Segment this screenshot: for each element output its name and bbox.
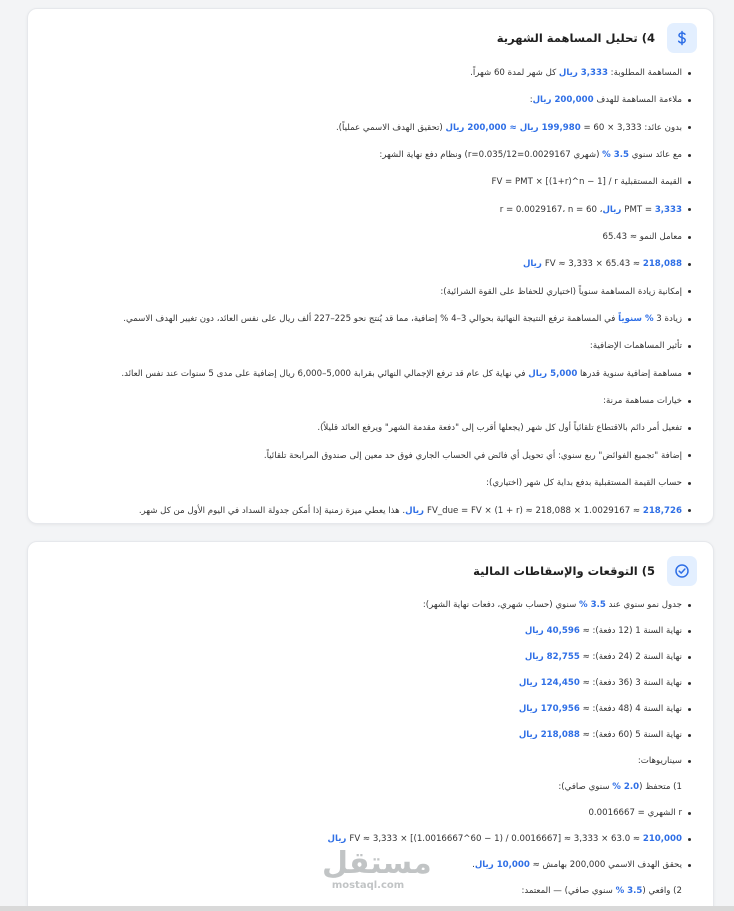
highlight-value: 218,726 ريال (405, 505, 682, 516)
line-text-suffix: . هذا يعطي ميزة زمنية إذا أمكن جدولة السداد في اليوم الأول من كل شهر. (138, 505, 406, 516)
horizontal-scrollbar[interactable] (0, 906, 734, 911)
line-text: إضافة "تجميع الفوائض" ربع سنوي: أي تحويل أي فائض في الحساب الجاري فوق حد معين إلى صندوق المرابحة تلقائياً. (263, 450, 682, 461)
list-item (42, 651, 691, 663)
line-text-suffix: ، r = 0.0029167، n = 60 (499, 204, 603, 215)
list-item (42, 149, 691, 161)
highlight-value: % سنوياً (618, 314, 654, 325)
list-item (42, 286, 691, 298)
line-text: r الشهري = 0.0016667 (588, 808, 682, 818)
line-text: إمكانية زيادة المساهمة سنوياً (اختياري للحفاظ على القوة الشرائية): (440, 286, 682, 297)
line-text: جدول نمو سنوي عند (605, 600, 682, 610)
list-item (42, 833, 691, 845)
highlight-value: 82,755 ريال (524, 652, 580, 662)
line-text-suffix: (شهري r=0.035/12=0.0029167) ونظام دفع نهاية الشهر: (379, 150, 603, 161)
highlight-value: 218,088 ريال (522, 259, 682, 270)
line-text: سيناريوهات: (637, 756, 682, 766)
line-text: القيمة المستقبلية FV = PMT × [(1+r)^n − 1] / r (491, 177, 682, 188)
highlight-value: 5,000 ريال (528, 368, 578, 379)
line-text-suffix: . (472, 860, 475, 870)
highlight-value: 199,980 ريال ≈ 200,000 ريال (445, 122, 581, 133)
highlight-value: 3.5 % (579, 600, 606, 610)
line-text-suffix: في المساهمة ترفع النتيجة النهائية بحوالي 3–4 % إضافية، مما قد يُنتج نحو 225–227 ألف ريال على نفس العائد، دون تغيير الهدف الاسمي. (123, 314, 619, 325)
line-text-suffix: (تحقيق الهدف الاسمي عملياً). (335, 122, 446, 133)
line-text-suffix: سنوي صافي): (558, 782, 613, 792)
check-circle-icon (667, 556, 697, 586)
highlight-value: 2.0 % (612, 782, 640, 792)
line-text: حساب القيمة المستقبلية بدفع بداية كل شهر (اختياري): (486, 478, 682, 489)
list-item (42, 204, 691, 216)
highlight-value: 170,956 ريال (518, 704, 580, 714)
list-item (42, 677, 691, 689)
card-title: 4) تحليل المساهمة الشهرية (496, 31, 655, 45)
line-text: تأثير المساهمات الإضافية: (589, 341, 682, 352)
list-item (42, 67, 691, 79)
list-item (42, 781, 691, 793)
line-text: يحقق الهدف الاسمي 200,000 بهامش ≈ (529, 860, 682, 870)
line-text: تفعيل أمر دائم بالاقتطاع تلقائياً أول كل شهر (يجعلها أقرب إلى "دفعة مقدمة الشهر" ويرفع العائد قليلاً). (317, 423, 682, 434)
line-text: FV ≈ 3,333 × [(1.0016667^60 − 1) / 0.0016667] ≈ 3,333 × 63.0 ≈ (349, 834, 643, 844)
line-text: معامل النمو ≈ 65.43 (602, 232, 682, 243)
list-item (42, 176, 691, 188)
line-text: 1) متحفظ ( (639, 782, 682, 792)
line-text: 2) واقعي ( (642, 886, 682, 896)
list-item (42, 450, 691, 462)
line-text-suffix: سنوي صافي) — المعتمد: (521, 886, 616, 896)
list-item (42, 729, 691, 741)
line-text-suffix: : (529, 95, 533, 106)
line-text: نهاية السنة 2 (24 دفعة): ≈ (579, 652, 682, 662)
monthly-contribution-card (27, 8, 714, 524)
highlight-value: 40,596 ريال (524, 626, 580, 636)
line-text: زيادة 3 (653, 314, 682, 325)
line-text: مساهمة إضافية سنوية قدرها (577, 368, 682, 379)
list-item (42, 340, 691, 352)
line-text: نهاية السنة 4 (48 دفعة): ≈ (579, 704, 682, 714)
card-title: 5) التوقعات والإسقاطات المالية (473, 564, 655, 578)
projections-list (28, 599, 713, 897)
contribution-analysis-list (28, 67, 713, 517)
list-item (42, 477, 691, 489)
highlight-value: 218,088 ريال (518, 730, 580, 740)
line-text: مع عائد سنوي (629, 150, 682, 161)
highlight-value: 210,000 ريال (327, 834, 682, 844)
line-text: نهاية السنة 5 (60 دفعة): ≈ (579, 730, 682, 740)
list-item (42, 395, 691, 407)
list-item (42, 122, 691, 134)
list-item (42, 625, 691, 637)
list-item (42, 885, 691, 897)
line-text: FV ≈ 3,333 × 65.43 ≈ (544, 259, 643, 270)
list-item (42, 368, 691, 380)
line-text: نهاية السنة 3 (36 دفعة): ≈ (579, 678, 682, 688)
list-item (42, 755, 691, 767)
watermark-logo: مستقل (322, 846, 432, 881)
list-item (42, 313, 691, 325)
dollar-icon (667, 23, 697, 53)
list-item (42, 599, 691, 611)
list-item (42, 859, 691, 871)
highlight-value: 3.5 % (602, 150, 630, 161)
list-item (42, 703, 691, 715)
line-text: FV_due = FV × (1 + r) ≈ 218,088 × 1.0029167 ≈ (427, 505, 643, 516)
list-item (42, 422, 691, 434)
line-text-suffix: في نهاية كل عام قد ترفع الإجمالي النهائي بقرابة 5,000–6,000 ريال إضافية على مدى 5 سنوات عند نفس العائد. (121, 368, 529, 379)
list-item (42, 258, 691, 270)
highlight-value: 10,000 ريال (474, 860, 530, 870)
line-text: ملاءمة المساهمة للهدف (593, 95, 682, 106)
card-header (44, 556, 697, 586)
list-item (42, 231, 691, 243)
line-text-suffix: سنوي (حساب شهري، دفعات نهاية الشهر): (422, 600, 580, 610)
line-text: نهاية السنة 1 (12 دفعة): ≈ (579, 626, 682, 636)
line-text: بدون عائد: 3,333 × 60 = (580, 122, 682, 133)
line-text-suffix: كل شهر لمدة 60 شهراً. (470, 68, 559, 78)
list-item (42, 807, 691, 819)
list-item (42, 94, 691, 106)
highlight-value: 3.5 % (615, 886, 643, 896)
list-item (42, 505, 691, 517)
line-text: خيارات مساهمة مرنة: (603, 396, 682, 407)
line-text: PMT = (624, 204, 655, 215)
highlight-value: 3,333 ريال (558, 68, 608, 78)
line-text: المساهمة المطلوبة: (607, 68, 682, 78)
highlight-value: 3,333 ريال (602, 204, 682, 215)
highlight-value: 124,450 ريال (518, 678, 580, 688)
card-header (44, 23, 697, 53)
projections-card (27, 541, 714, 911)
watermark-domain: mostaql.com (331, 880, 405, 891)
highlight-value: 200,000 ريال (532, 95, 594, 106)
